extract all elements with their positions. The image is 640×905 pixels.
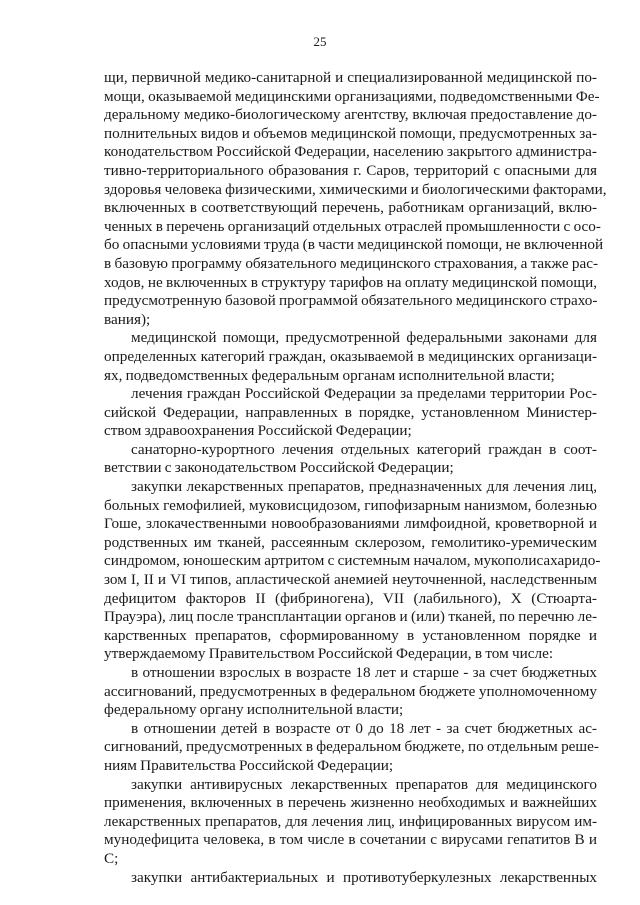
text-line: сигнований, предусмотренных в федеральном бюджете, по отдельным реше- — [104, 738, 599, 756]
text-line: в базовую программу обязательного медицинского страхования, а также рас- — [104, 254, 599, 272]
text-line: мунодефицита человека, в том числе в сочетании с вирусами гепатитов B и — [104, 831, 597, 849]
text-line: закупки антивирусных лекарственных препаратов для медицинского — [131, 775, 597, 793]
text-line: дефицитом факторов II (фибриногена), VII (лабильного), X (Стюарта- — [104, 589, 597, 607]
text-line: мощи, оказываемой медицинскими организациями, подведомственными Фе- — [104, 87, 600, 105]
text-line: карственных препаратов, сформированному в установленном порядке и — [104, 626, 597, 644]
text-line: Гоше, злокачественными новообразованиями лимфоидной, кроветворной и — [104, 515, 597, 533]
text-line: бо опасными условиями труда (в части медицинской помощи, не включенной — [104, 236, 604, 254]
text-line: синдромом, юношеским артритом с системным началом, мукополисахаридо- — [104, 552, 601, 570]
text-line: родственных им тканей, рассеянным склерозом, гемолитико-уремическим — [104, 533, 597, 551]
text-line: вания); — [104, 310, 151, 328]
text-line: в отношении взрослых в возрасте 18 лет и старше - за счет бюджетных — [131, 664, 597, 681]
text-line: тивно-территориального образования г. Саров, территорий с опасными для — [104, 161, 597, 179]
text-line: лечения граждан Российской Федерации за пределами территории Рос- — [131, 385, 597, 403]
text-line: ством здравоохранения Российской Федерации; — [104, 422, 412, 440]
text-line: федеральному органу исполнительной власти; — [104, 701, 404, 719]
text-line: щи, первичной медико-санитарной и специализированной медицинской по- — [104, 69, 597, 86]
text-line: предусмотренную базовой программой обязательного медицинского страхо- — [104, 292, 598, 310]
text-line: лекарственных препаратов, для лечения лиц, инфицированных вирусом им- — [104, 812, 597, 830]
text-line: ходов, не включенных в структуру тарифов на оплату медицинской помощи, — [104, 273, 597, 291]
text-line: конодательством Российской Федерации, населению закрытого администра- — [104, 143, 597, 161]
text-line: медицинской помощи, предусмотренной федеральными законами для — [131, 329, 597, 347]
text-line: утверждаемому Правительством Российской Федерации, в том числе: — [104, 645, 554, 663]
text-line: полнительных видов и объемов медицинской помощи, предусмотренных за- — [104, 124, 597, 142]
text-line: закупки лекарственных препаратов, предназначенных для лечения лиц, — [131, 478, 597, 496]
text-line: санаторно-курортного лечения отдельных категорий граждан в соот- — [131, 440, 597, 458]
text-line: ветствии с законодательством Российской Федерации; — [104, 459, 454, 477]
text-line: определенных категорий граждан, оказываемой в медицинских организаци- — [104, 347, 597, 365]
text-line: Прауэра), лиц после трансплантации органов и (или) тканей, по перечню ле- — [104, 608, 597, 626]
text-line: здоровья человека физическими, химическими и биологическими факторами, — [104, 180, 607, 198]
text-line: C; — [104, 849, 119, 867]
text-line: деральному медико-биологическому агентству, включая предоставление до- — [104, 106, 597, 124]
text-line: ченных в перечень организаций отдельных отраслей промышленности с осо- — [104, 217, 601, 235]
text-line: больных гемофилией, муковисцидозом, гипофизарным нанизмом, болезнью — [104, 496, 597, 514]
text-line: закупки антибактериальных и противотуберкулезных лекарственных — [131, 868, 597, 886]
page-number: 25 — [313, 34, 327, 49]
text-line: ассигнований, предусмотренных в федеральном бюджете уполномоченному — [104, 682, 597, 700]
text-line: зом I, II и VI типов, апластической анемией неуточненной, наследственным — [104, 571, 597, 589]
text-line: в отношении детей в возрасте от 0 до 18 лет - за счет бюджетных ас- — [131, 719, 597, 737]
text-line: ях, подведомственных федеральным органам исполнительной власти; — [104, 366, 555, 384]
text-line: включенных в соответствующий перечень, работникам организаций, вклю- — [104, 199, 597, 217]
text-line: применения, включенных в перечень жизненно необходимых и важнейших — [104, 794, 597, 812]
text-line: сийской Федерации, направленных в порядке, установленном Министер- — [104, 403, 597, 421]
body-text — [104, 69, 607, 887]
text-line: ниям Правительства Российской Федерации; — [104, 756, 394, 774]
